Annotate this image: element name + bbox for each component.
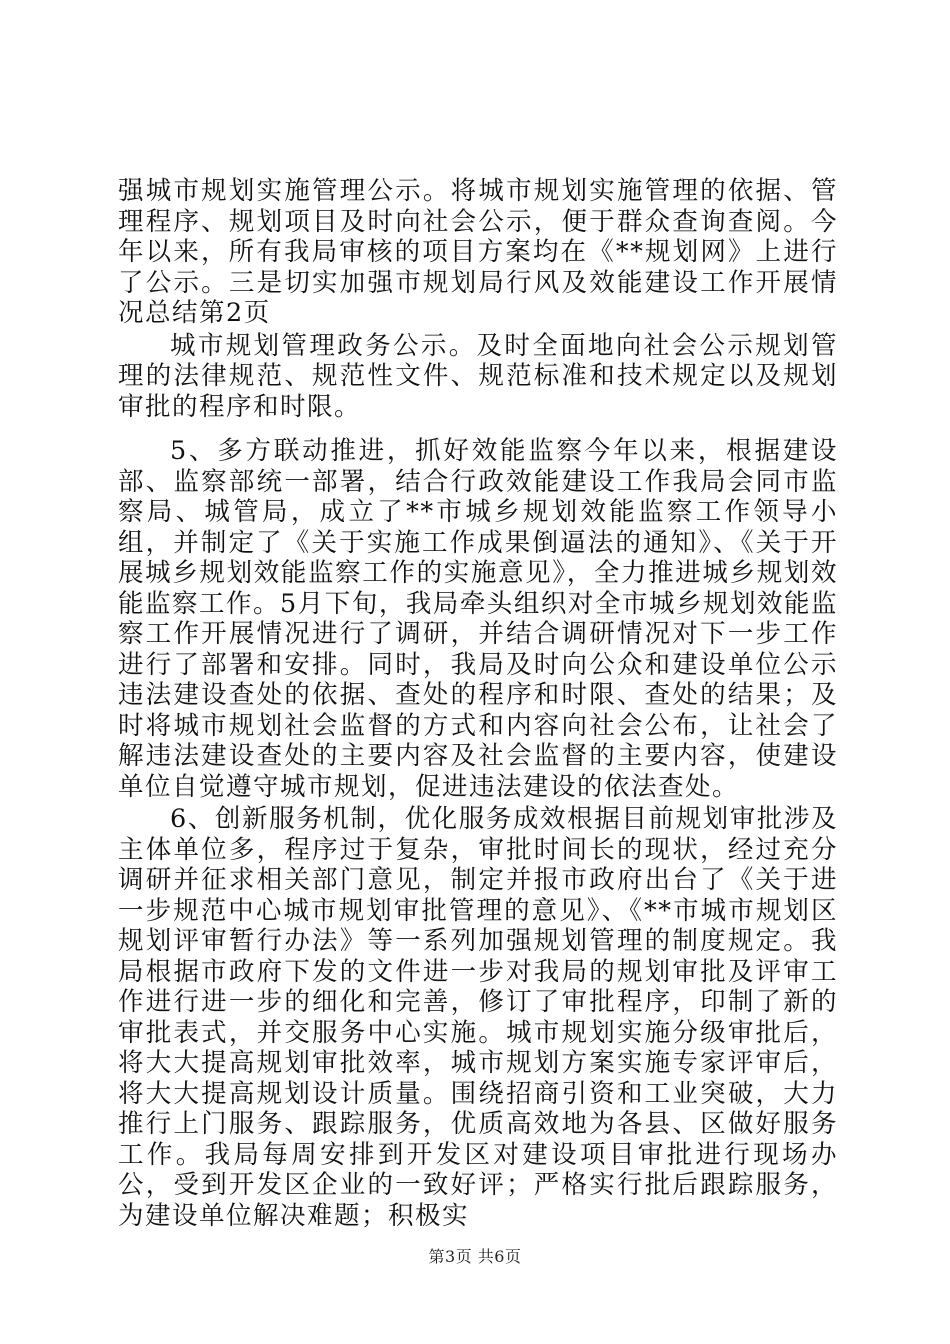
paragraph-4: 6、创新服务机制，优化服务成效根据目前规划审批涉及主体单位多，程序过于复杂，审批时间长的现状，经过充分调研并征求相关部门意见，制定并报市政府出台了《关于进一步规范中心城市规划审批管理的意见》、《**市城市规划区规划评审暂行办法》等一系列加强规划管理的制度规定。我局根据市政府下发的文件进一步对我局的规划审批及评审工作进行进一步的细化和完善，修订了审批程序，印制了新的审批表式，并交服务中心实施。城市规划实施分级审批后，将大大提高规划审批效率，城市规划方案实施专家评审后，将大大提高规划设计质量。围绕招商引资和工业突破，大力推行上门服务、跟踪服务，优质高效地为各县、区做好服务工作。我局每周安排到开发区对建设项目审批进行现场办公，受到开发区企业的一致好评；严格实行批后跟踪服务，为建设单位解决难题；积极实 bbox=[118, 804, 838, 1231]
paragraph-2: 城市规划管理政务公示。及时全面地向社会公示规划管理的法律规范、规范性文件、规范标准和技术规定以及规划审批的程序和时限。 bbox=[118, 330, 838, 422]
paragraph-1: 强城市规划实施管理公示。将城市规划实施管理的依据、管理程序、规划项目及时向社会公示，便于群众查询查阅。今年以来，所有我局审核的项目方案均在《**规划网》上进行了公示。三是切实加强市规划局行风及效能建设工作开展情况总结第2页 bbox=[118, 176, 838, 328]
paragraph-3: 5、多方联动推进，抓好效能监察今年以来，根据建设部、监察部统一部署，结合行政效能建设工作我局会同市监察局、城管局，成立了**市城乡规划效能监察工作领导小组，并制定了《关于实施工作成果倒逼法的通知》、《关于开展城乡规划效能监察工作的实施意见》，全力推进城乡规划效能监察工作。5月下旬，我局牵头组织对全市城乡规划效能监察工作开展情况进行了调研，并结合调研情况对下一步工作进行了部署和安排。同时，我局及时向公众和建设单位公示违法建设查处的依据、查处的程序和时限、查处的结果；及时将城市规划社会监督的方式和内容向社会公布，让社会了解违法建设查处的主要内容及社会监督的主要内容，使建设单位自觉遵守城市规划，促进违法建设的依法查处。 bbox=[118, 436, 838, 802]
page-footer: 第3页 共6页 bbox=[428, 1247, 522, 1266]
document-body bbox=[118, 176, 838, 1245]
